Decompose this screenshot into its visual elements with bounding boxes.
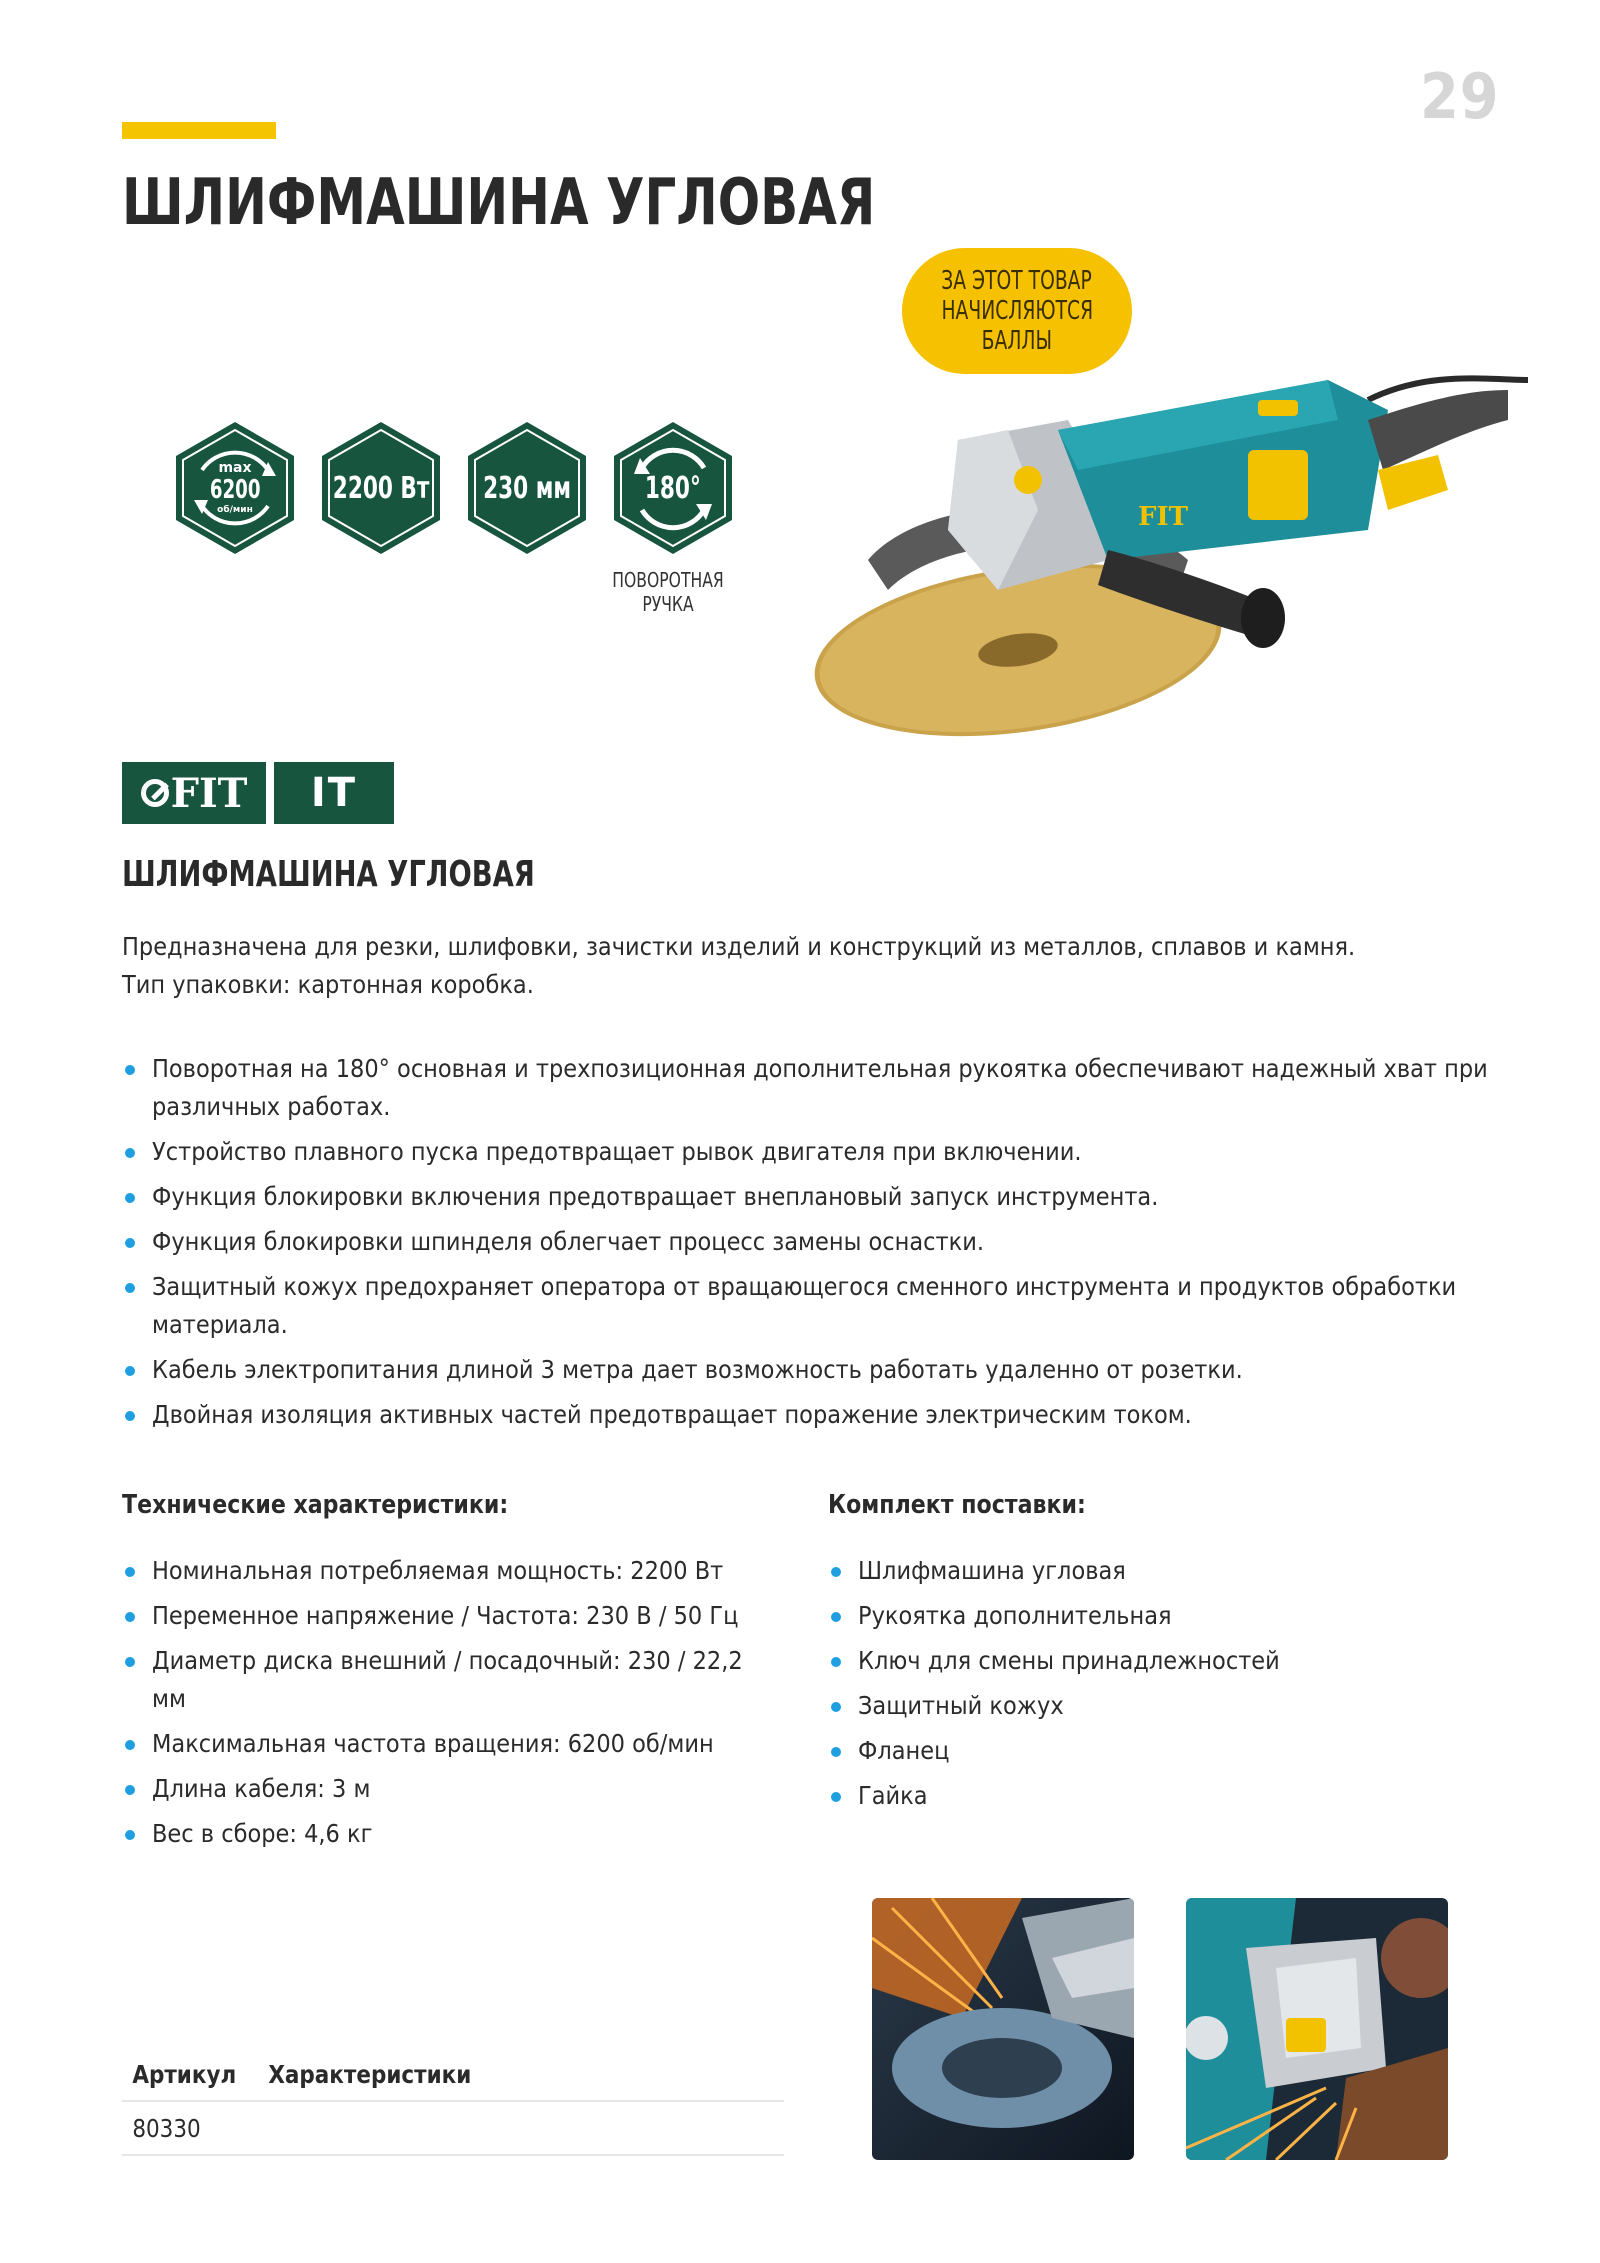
list-item: Функция блокировки шпинделя облегчает процесс замены оснастки. bbox=[122, 1223, 1512, 1261]
product-intro bbox=[122, 928, 1522, 1004]
list-item: Максимальная частота вращения: 6200 об/мин bbox=[122, 1725, 762, 1763]
specs-list bbox=[122, 1552, 762, 1860]
article-cell: 80330 bbox=[132, 2113, 201, 2143]
page-number: 29 bbox=[1420, 60, 1500, 133]
column-header-article: Артикул bbox=[132, 2059, 237, 2089]
bullet-icon bbox=[125, 1612, 135, 1622]
list-item: Функция блокировки включения предотвращает внеплановый запуск инструмента. bbox=[122, 1178, 1512, 1216]
bullet-icon bbox=[831, 1702, 841, 1712]
bullet-icon bbox=[831, 1612, 841, 1622]
list-item: Фланец bbox=[828, 1732, 1428, 1770]
usage-photo-cutting bbox=[1186, 1898, 1448, 2160]
table-header bbox=[122, 2048, 784, 2102]
list-item: Кабель электропитания длиной 3 метра дает возможность работать удаленно от розетки. bbox=[122, 1351, 1512, 1389]
power-badge bbox=[318, 420, 444, 556]
points-line-3: БАЛЛЫ bbox=[981, 326, 1053, 356]
kit-heading: Комплект поставки: bbox=[828, 1490, 1086, 1520]
specs-heading: Технические характеристики: bbox=[122, 1490, 509, 1520]
list-item: Диаметр диска внешний / посадочный: 230 / 22,2 мм bbox=[122, 1642, 762, 1718]
list-item: Переменное напряжение / Частота: 230 В / 50 Гц bbox=[122, 1597, 762, 1635]
kit-list bbox=[828, 1552, 1428, 1822]
feature-list bbox=[122, 1050, 1512, 1441]
speed-badge bbox=[172, 420, 298, 556]
bullet-icon bbox=[125, 1740, 135, 1750]
fit-logo-icon bbox=[141, 779, 169, 807]
product-subtitle: ШЛИФМАШИНА УГЛОВАЯ bbox=[122, 854, 535, 895]
speed-max-label: max bbox=[218, 460, 252, 476]
intro-purpose: Предназначена для резки, шлифовки, зачистки изделий и конструкций из металлов, сплавов и камня. bbox=[122, 932, 1356, 961]
column-header-specs: Характеристики bbox=[268, 2059, 472, 2089]
diameter-badge bbox=[464, 420, 590, 556]
bullet-icon bbox=[831, 1747, 841, 1757]
svg-text:FIT: FIT bbox=[1138, 502, 1188, 532]
table-row bbox=[122, 2102, 784, 2156]
list-item: Ключ для смены принадлежностей bbox=[828, 1642, 1428, 1680]
points-line-1: ЗА ЭТОТ ТОВАР bbox=[941, 266, 1093, 296]
speed-value: 6200 bbox=[209, 475, 261, 505]
bullet-icon bbox=[125, 1065, 135, 1075]
handle-angle-value: 180° bbox=[645, 470, 701, 506]
bullet-icon bbox=[831, 1567, 841, 1577]
list-item: Номинальная потребляемая мощность: 2200 Вт bbox=[122, 1552, 762, 1590]
list-item: Рукоятка дополнительная bbox=[828, 1597, 1428, 1635]
intro-packaging: Тип упаковки: картонная коробка. bbox=[122, 970, 534, 999]
bullet-icon bbox=[831, 1657, 841, 1667]
it-logo: IT bbox=[274, 762, 394, 824]
handle-badge bbox=[610, 420, 736, 556]
list-item: Поворотная на 180° основная и трехпозиционная дополнительная рукоятка обеспечивают надежный хват при различных работах. bbox=[122, 1050, 1512, 1126]
bullet-icon bbox=[125, 1283, 135, 1293]
bullet-icon bbox=[125, 1657, 135, 1667]
list-item: Гайка bbox=[828, 1777, 1428, 1815]
list-item: Длина кабеля: 3 м bbox=[122, 1770, 762, 1808]
article-table bbox=[122, 2048, 784, 2156]
list-item: Защитный кожух bbox=[828, 1687, 1428, 1725]
list-item: Устройство плавного пуска предотвращает рывок двигателя при включении. bbox=[122, 1133, 1512, 1171]
fit-logo: FIT bbox=[122, 762, 266, 824]
accent-bar bbox=[122, 122, 276, 139]
bullet-icon bbox=[125, 1785, 135, 1795]
bullet-icon bbox=[125, 1567, 135, 1577]
list-item: Вес в сборе: 4,6 кг bbox=[122, 1815, 762, 1853]
page-title: ШЛИФМАШИНА УГЛОВАЯ bbox=[122, 166, 876, 240]
feature-badges bbox=[172, 420, 742, 640]
list-item: Защитный кожух предохраняет оператора от вращающегося сменного инструмента и продуктов обработки материала. bbox=[122, 1268, 1512, 1344]
bonus-points-badge bbox=[902, 248, 1132, 374]
bullet-icon bbox=[125, 1148, 135, 1158]
speed-unit: об/мин bbox=[217, 505, 253, 515]
angle-grinder-image bbox=[808, 360, 1528, 740]
diameter-value: 230 мм bbox=[483, 470, 571, 506]
list-item: Шлифмашина угловая bbox=[828, 1552, 1428, 1590]
points-line-2: НАЧИСЛЯЮТСЯ bbox=[941, 296, 1093, 326]
usage-photo-grinding bbox=[872, 1898, 1134, 2160]
bullet-icon bbox=[125, 1238, 135, 1248]
bullet-icon bbox=[125, 1411, 135, 1421]
bullet-icon bbox=[125, 1830, 135, 1840]
list-item: Двойная изоляция активных частей предотвращает поражение электрическим током. bbox=[122, 1396, 1512, 1434]
bullet-icon bbox=[831, 1792, 841, 1802]
handle-caption: ПОВОРОТНАЯ РУЧКА bbox=[612, 568, 724, 616]
bullet-icon bbox=[125, 1193, 135, 1203]
power-value: 2200 Вт bbox=[332, 470, 430, 506]
bullet-icon bbox=[125, 1366, 135, 1376]
brand-logos bbox=[122, 762, 394, 824]
